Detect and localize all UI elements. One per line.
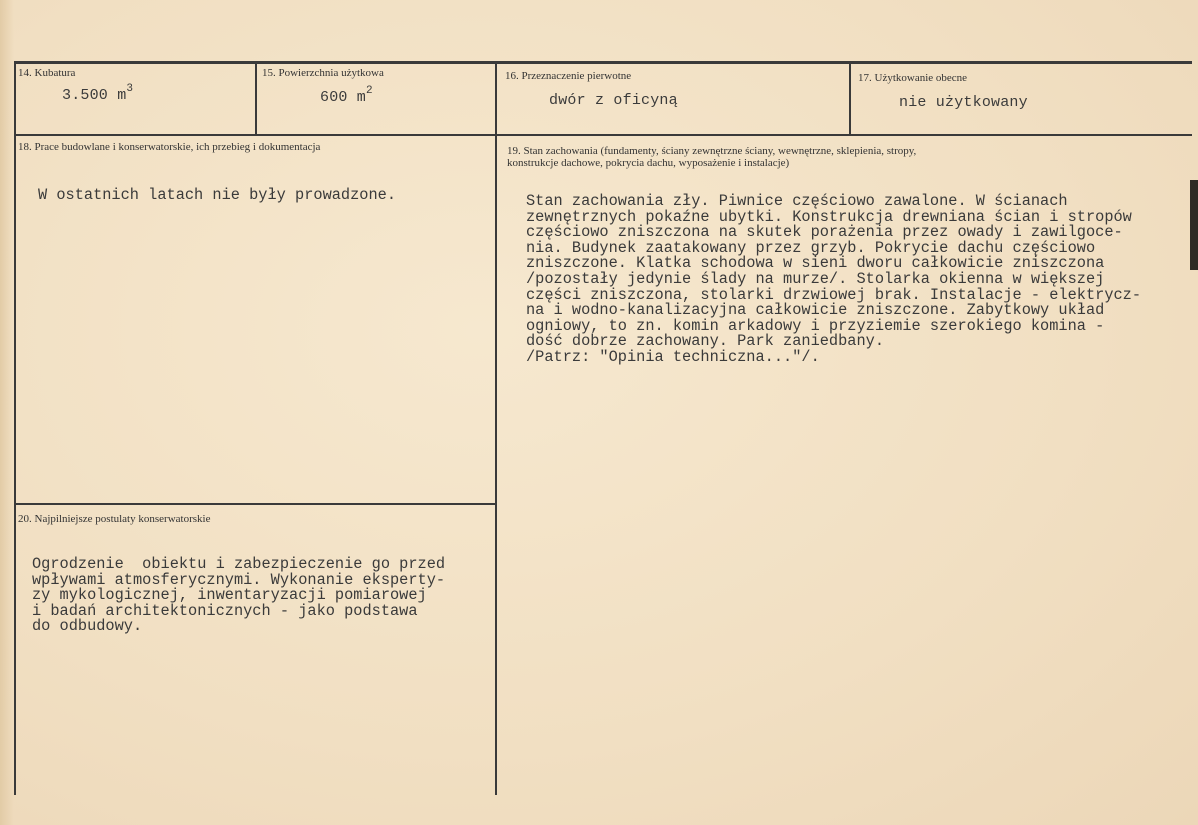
przeznaczenie-value: dwór z oficyną bbox=[549, 92, 678, 109]
text-line: ogniowy, to zn. komin arkadowy i przyziemie szerokiego komina - bbox=[526, 316, 1105, 335]
row1-bottom-rule bbox=[14, 134, 1192, 136]
text-line: do odbudowy. bbox=[32, 617, 143, 636]
text-line: nia. Budynek zaatakowany przez grzyb. Pokrycie dachu częściowo bbox=[526, 238, 1096, 257]
text-line: na i wodno-kanalizacyjna całkowicie zniszczone. Zabytkowy układ bbox=[526, 301, 1105, 320]
text-line: /Patrz: "Opinia techniczna..."/. bbox=[526, 347, 820, 366]
stan-zachowania-text bbox=[526, 194, 1141, 366]
uzytkowanie-label: 17. Użytkowanie obecne bbox=[858, 72, 968, 84]
postulaty-label: 20. Najpilniejsze postulaty konserwatorskie bbox=[18, 513, 211, 525]
text-line: /pozostały jedynie ślady na murze/. Stolarka okienna w większej bbox=[526, 269, 1105, 288]
divider-14-15 bbox=[255, 61, 257, 135]
powierzchnia-unit-exponent: 2 bbox=[366, 85, 373, 97]
text-line: części zniszczona, stolarki drzwiowej brak. Instalacje - elektrycz- bbox=[526, 285, 1142, 304]
divider-16-17 bbox=[849, 61, 851, 135]
kubatura-label: 14. Kubatura bbox=[18, 67, 76, 79]
label-line: 19. Stan zachowania (fundamenty, ściany zewnętrzne ściany, wewnętrzne, sklepienia, stropy, bbox=[507, 145, 917, 157]
text-line: częściowo zniszczona na skutek porażenia przez owady i zawilgoce- bbox=[526, 223, 1123, 242]
text-line: dość dobrze zachowany. Park zaniedbany. bbox=[526, 332, 885, 351]
kubatura-number: 3.500 m bbox=[62, 87, 127, 104]
uzytkowanie-value: nie użytkowany bbox=[899, 94, 1028, 111]
kubatura-unit-exponent: 3 bbox=[126, 83, 134, 95]
postulaty-text bbox=[32, 557, 445, 635]
powierzchnia-number: 600 m bbox=[320, 89, 367, 106]
label-line: konstrukcje dachowe, pokrycia dachu, wyposażenie i instalacje) bbox=[507, 157, 790, 169]
prace-budowlane-text bbox=[38, 188, 396, 204]
powierzchnia-value bbox=[320, 87, 373, 106]
text-line: zniszczone. Klatka schodowa w sieni dworu całkowicie zniszczona bbox=[526, 254, 1105, 273]
left-border bbox=[14, 61, 16, 795]
center-divider bbox=[495, 61, 497, 795]
text-line: Ogrodzenie obiektu i zabezpieczenie go przed bbox=[32, 555, 446, 573]
prace-budowlane-label: 18. Prace budowlane i konserwatorskie, ich przebieg i dokumentacja bbox=[18, 141, 321, 153]
top-rule bbox=[14, 61, 1192, 64]
paper-edge-shadow bbox=[0, 0, 14, 825]
text-line: zy mykologicznej, inwentaryzacji pomiarowej bbox=[32, 586, 427, 605]
powierzchnia-label: 15. Powierzchnia użytkowa bbox=[262, 67, 384, 79]
przeznaczenie-label: 16. Przeznaczenie pierwotne bbox=[505, 70, 632, 82]
text-line: Stan zachowania zły. Piwnice częściowo zawalone. W ścianach bbox=[526, 192, 1068, 210]
text-line: wpływami atmosferycznymi. Wykonanie eksperty- bbox=[32, 570, 446, 589]
text-line: zewnętrznych pokaźne ubytki. Konstrukcja drewniana ścian i stropów bbox=[526, 207, 1132, 226]
text-line: i badań architektonicznych - jako podstawa bbox=[32, 601, 418, 620]
scan-edge-mark bbox=[1190, 180, 1198, 270]
stan-zachowania-label bbox=[507, 145, 916, 169]
text-line: W ostatnich latach nie były prowadzone. bbox=[38, 186, 397, 204]
box18-bottom-rule bbox=[14, 503, 496, 505]
kubatura-value bbox=[62, 85, 133, 104]
